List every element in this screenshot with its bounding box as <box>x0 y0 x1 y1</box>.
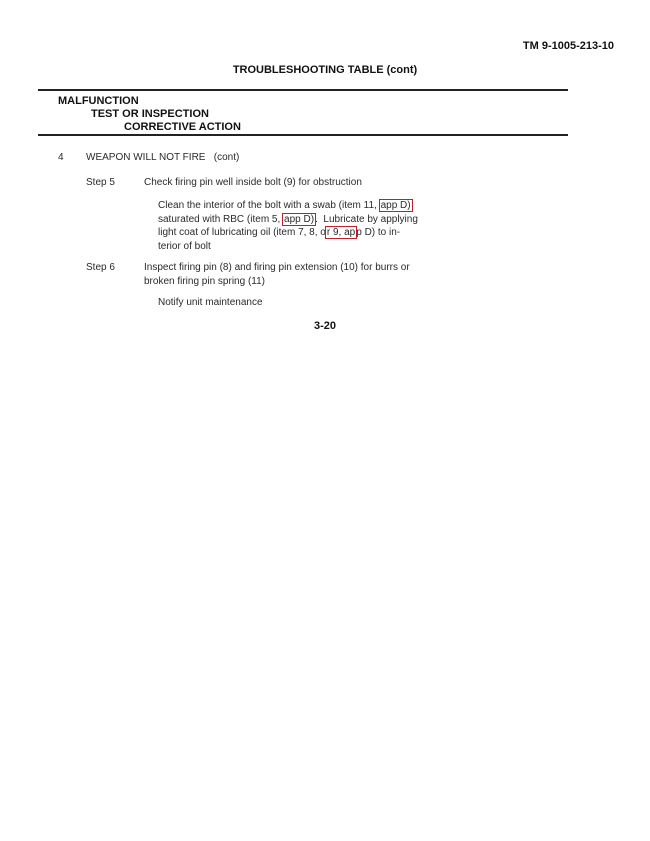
action-line <box>158 199 418 213</box>
column-heading-action: CORRECTIVE ACTION <box>124 121 241 133</box>
action-text: saturated with RBC (item 5, <box>158 213 284 225</box>
column-heading-malfunction: MALFUNCTION <box>58 95 139 107</box>
action-text: Clean the interior of the bolt with a swab (item 11, <box>158 200 380 211</box>
corrective-action: Notify unit maintenance <box>158 297 263 308</box>
corrective-action <box>158 199 418 253</box>
column-heading-test: TEST OR INSPECTION <box>91 108 209 120</box>
document-number: TM 9-1005-213-10 <box>522 40 614 52</box>
highlighted-reference: app D) <box>284 213 315 225</box>
header-top-rule <box>38 89 568 91</box>
step-label: Step 5 <box>86 177 115 188</box>
action-text: . Lubricate by applying <box>315 213 418 225</box>
page-number: 3-20 <box>313 320 337 332</box>
step-text <box>144 261 410 288</box>
action-text: p D) to in- <box>356 227 401 238</box>
step-label: Step 6 <box>86 262 115 273</box>
action-line <box>158 240 418 254</box>
page-title: TROUBLESHOOTING TABLE (cont) <box>232 64 418 76</box>
highlighted-reference: app D) <box>380 200 411 211</box>
malfunction-number: 4 <box>58 152 64 163</box>
header-bottom-rule <box>38 134 568 136</box>
action-line <box>158 213 418 227</box>
malfunction-title: WEAPON WILL NOT FIRE (cont) <box>86 152 240 163</box>
step-text-line: Inspect firing pin (8) and firing pin extension (10) for burrs or <box>144 262 410 273</box>
action-text: light coat of lubricating oil (item 7, 8, o <box>158 227 326 238</box>
step-text-line: broken firing pin spring (11) <box>144 275 265 287</box>
action-text: terior of bolt <box>158 240 211 252</box>
action-line <box>158 226 418 240</box>
highlighted-reference: r 9, ap <box>326 227 356 238</box>
step-text: Check firing pin well inside bolt (9) for obstruction <box>144 177 362 188</box>
